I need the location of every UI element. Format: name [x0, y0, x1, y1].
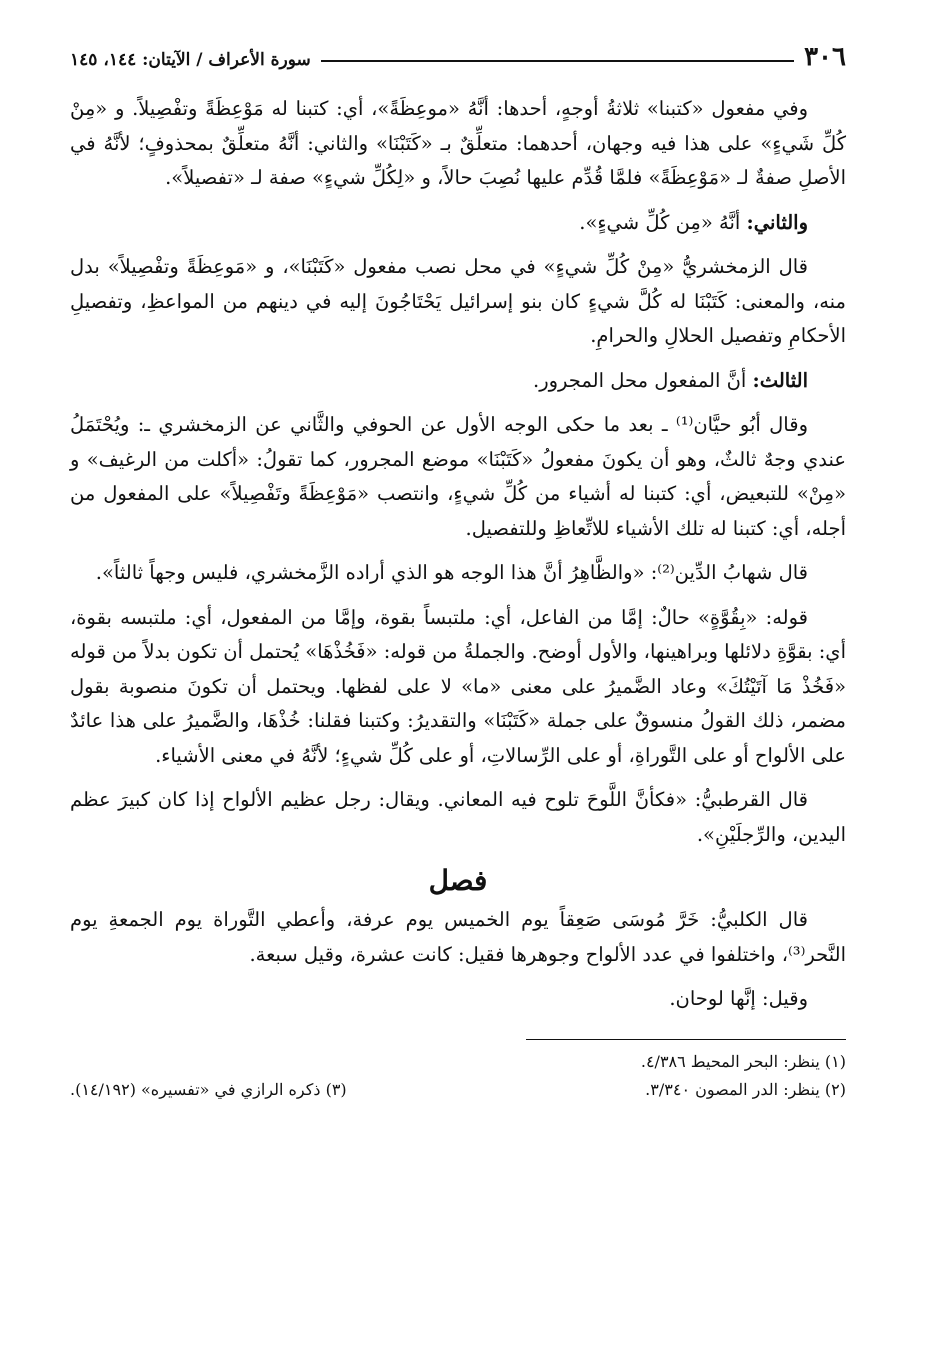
paragraph-text: قال شهابُ الدِّين⁽²⁾: «والظَّاهِرُ أنَّ هذا الوجه هو الذي أراده الزَّمخشري، فليس وجهاً ثالثاً». [95, 561, 808, 584]
paragraph-3 [70, 250, 846, 354]
running-header [70, 30, 846, 74]
page [70, 30, 846, 1104]
paragraph-text: قال الزمخشريُّ «مِنْ كُلِّ شيءٍ» في محل نصب مفعول «كَتَبْنَا»، و «مَوعِظَةً وتفْصِيلاً» بدل منه، والمعنى: كَتَبْنَا له كُلَّ شيءٍ كان بنو إسرائيل يَحْتَاجُونَ إليه في دينهم من المواعظِ، وتفصيلِ الأحكامِ وتفصيل الحلالِ والحرامِ. [70, 255, 846, 347]
paragraph-text: قال القرطبيُّ: «فكأنَّ اللَّوحَ تلوح فيه المعاني. ويقال: رجل عظيم الألواح إذا كان كبيرَ عظم اليدين، والرِّجلَيْنِ». [70, 788, 846, 846]
paragraph-5 [70, 408, 846, 546]
paragraph-text: وقال أبُو حيَّان⁽¹⁾ ـ بعد ما حكى الوجه الأول عن الحوفي والثَّاني عن الزمخشري ـ: ويُحْتَمَلُ عندي وجهٌ ثالثٌ، وهو أن يكونَ مفعولُ «كَتَبْنَا» موضع المجرور، كما تقولُ: «أكلت من الرغيف» و «مِنْ» للتبعيض، أي: كتبنا له أشياء من كُلِّ شيءٍ، وانتصب «مَوْعِظَةً وتَفْصِيلاً» على المفعول من أجله، أي: كتبنا له تلك الأشياء للاتِّعاظِ وللتفصيل. [70, 413, 847, 540]
footnote-row-2 [70, 1076, 846, 1104]
paragraph-1 [70, 92, 846, 196]
footnote-row-1 [70, 1048, 846, 1076]
paragraph-text: قوله: «بِقُوَّةٍ» حالٌ: إمَّا من الفاعل، أي: ملتبساً بقوة، وإمَّا من المفعول، أي: ملتبسه بقوة، أي: بقوَّةِ دلائلها وبراهينها، والأول أوضح. والجملةُ من قوله: «فَخُذْهَا» يُحتمل أن تكون بدلاً من قوله «فَخُذْ مَا آتَيْتُكَ» وعاد الضَّميرُ على معنى «ما» لا على لفظها. ويحتمل أن تكونَ منصوبة بقول مضمر، ذلك القولُ منسوقٌ على جملة «كَتَبْنَا» والتقديرُ: وكتبنا فقلنا: خُذْهَا، والضَّميرُ على هذا عائدٌ على الألواح أو على التَّوراةِ، أو على الرِّسالاتِ، أو على كُلِّ شيءٍ؛ لأنَّهُ في معنى الأشياء. [69, 605, 846, 767]
paragraph-text: وقيل: إنَّها لوحان. [669, 987, 808, 1010]
section-heading: فصل [428, 864, 488, 897]
paragraph-6 [70, 556, 846, 591]
footnote-2: (٢) ينظر: الدر المصون ٣/٣٤٠. [645, 1079, 846, 1099]
section-paragraph-1 [70, 903, 846, 972]
paragraph-4 [70, 364, 846, 399]
footnote-rule [526, 1039, 846, 1040]
paragraph-text: وفي مفعول «كتبنا» ثلاثةُ أوجهٍ، أحدها: أنَّهُ «موعِظَةً»، أي: كتبنا له مَوْعِظَةً وتفْصِيلاً. و «مِنْ كُلِّ شَيءٍ» على هذا فيه وجهان، أحدهما: متعلِّقٌ بـ «كَتَبْنَا» والثاني: أنَّهُ متعلِّقٌ بمحذوفٍ؛ لأنَّهُ في الأصلِ صفةٌ لـ «مَوْعِظَةً» فلمَّا قُدِّم عليها نُصِبَ حالاً، و «لِكُلِّ شيءٍ» صفة لـ «تفصيلاً». [70, 97, 846, 189]
page-number: ٣٠٦ [804, 42, 846, 72]
footnote-1: (١) ينظر: البحر المحيط ٤/٣٨٦. [640, 1051, 846, 1071]
main-text [70, 92, 846, 1017]
footnote-3: (٣) ذكره الرازي في «تفسيره» (١٤/١٩٢). [70, 1079, 347, 1099]
paragraph-2 [70, 206, 846, 241]
running-title: سورة الأعراف / الآيتان: ١٤٤، ١٤٥ [70, 50, 311, 74]
paragraph-text: قال الكلبيُّ: خَرَّ مُوسَى صَعِقاً يوم الخميس يوم عرفة، وأعطي التَّوراة يوم الجمعةِ يوم النَّحر⁽³⁾، واختلفوا في عدد الألواح وجوهرها فقيل: كانت عشرة، وقيل سبعة. [70, 908, 846, 966]
header-rule [321, 60, 794, 62]
paragraph-7 [70, 601, 846, 774]
paragraph-lead: والثاني: [746, 210, 808, 234]
paragraph-8 [70, 783, 846, 852]
footnote-spacer [70, 1048, 370, 1076]
paragraph-text: أنَّهُ «مِن كُلِّ شيءٍ». [579, 210, 747, 234]
section-paragraph-2 [70, 982, 846, 1017]
footnotes [70, 1048, 846, 1104]
paragraph-lead: الثالث: [752, 368, 808, 392]
paragraph-text: أنَّ المفعول محل المجرور. [533, 368, 753, 392]
